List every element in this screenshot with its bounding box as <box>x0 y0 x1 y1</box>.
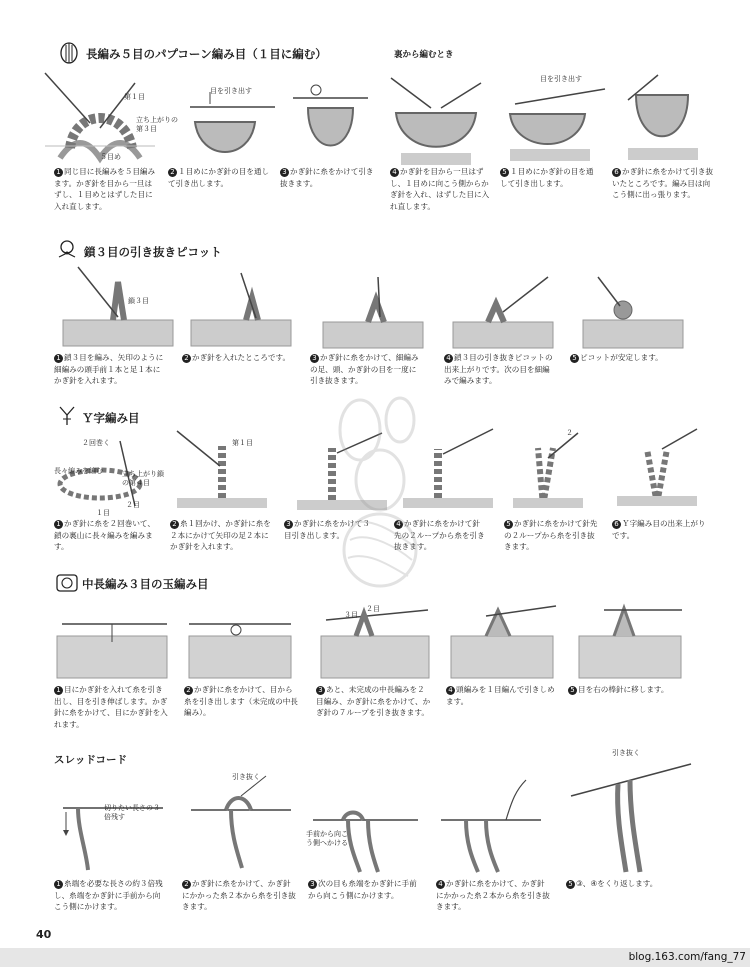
label-fifth: ５目め <box>100 153 121 161</box>
bobble-illustration-4 <box>446 598 558 682</box>
step-text: かぎ針に糸をかけて針先の２ループから糸を引き抜きます。 <box>504 519 598 551</box>
step-number: 4 <box>446 686 455 695</box>
thread-cord-illustration-5 <box>566 746 694 874</box>
subtitle-reverse-side: 裏から編むとき <box>394 50 454 60</box>
popcorn-illustration-3 <box>288 78 378 163</box>
step-number: 2 <box>168 168 177 177</box>
step-number: 3 <box>280 168 289 177</box>
thread-cord-step-4 <box>436 878 552 913</box>
step-number: 2 <box>184 686 193 695</box>
thread-cord-step-3 <box>308 878 424 901</box>
label-pull-loop: 目を引き出す <box>210 87 252 95</box>
thread-cord-step-5 <box>566 878 690 890</box>
label-cut-length: 切りたい長さの３倍残す <box>104 804 160 821</box>
y-stitch-step-1 <box>54 518 160 553</box>
step-number: 3 <box>310 354 319 363</box>
y-stitch-step-2 <box>170 518 276 553</box>
picot-step-2 <box>182 352 294 364</box>
bobble-step-2 <box>184 684 300 719</box>
popcorn-illustration-6 <box>618 70 708 165</box>
step-text: かぎ針に糸をかけて、細編みの足、頭、かぎ針の目を一度に引き抜きます。 <box>310 353 419 385</box>
label-two: ２ <box>566 429 573 437</box>
step-number: 4 <box>444 354 453 363</box>
y-stitch-step-5 <box>504 518 598 553</box>
step-number: 4 <box>390 168 399 177</box>
label-rise: 立ち上がりの第３目 <box>136 116 178 133</box>
y-stitch-illustration-6 <box>612 424 702 514</box>
step-number: 1 <box>54 168 63 177</box>
step-number: 5 <box>570 354 579 363</box>
step-text: かぎ針に糸をかけて３目引き出します。 <box>284 519 370 540</box>
step-number: 3 <box>284 520 293 529</box>
step-text: 鎖３目を編み、矢印のように細編みの頭手前１本と足１本にかぎ針を入れます。 <box>54 353 164 385</box>
label-pull-loop-2: 目を引き出す <box>540 75 582 83</box>
picot-illustration-4 <box>448 272 558 352</box>
section-title-bobble: 中長編み３目の玉編み目 <box>82 577 209 591</box>
step-text: あと、未完成の中長編みを２目編み、かぎ針に糸をかけて、かぎ針の７ループを引き抜きます。 <box>316 685 431 717</box>
step-text: かぎ針に糸をかけて針先の２ループから糸を引き抜きます。 <box>394 519 485 551</box>
picot-illustration-3 <box>318 272 428 352</box>
picot-step-4 <box>444 352 556 387</box>
popcorn-illustration-4 <box>386 68 486 168</box>
label-pull-out-2: 引き抜く <box>612 749 640 757</box>
bobble-illustration-1 <box>52 602 172 682</box>
step-text: Ｙ字編み目の出来上がりです。 <box>612 519 706 540</box>
popcorn-stitch-icon <box>58 42 80 64</box>
step-number: 3 <box>308 880 317 889</box>
step-text: １目めにかぎ針の目を通して引き出します。 <box>168 167 270 188</box>
step-number: 6 <box>612 168 621 177</box>
label-front-to-back: 手前から向こう側へかける <box>306 830 348 847</box>
step-number: 2 <box>182 880 191 889</box>
step-text: 同じ目に長編みを５目編みます。かぎ針を目から一旦はずし、１目めとはずした目に入れ直します。 <box>54 167 156 211</box>
bobble-stitch-icon <box>56 572 78 594</box>
step-text: 頭編みを１目編んで引きしめます。 <box>446 685 555 706</box>
bobble-illustration-2 <box>184 602 296 682</box>
section-title-y-stitch: Ｙ字編み目 <box>82 411 140 425</box>
step-number: 4 <box>394 520 403 529</box>
thread-cord-step-2 <box>182 878 296 913</box>
popcorn-step-3 <box>280 166 376 189</box>
step-text: 糸端を必要な長さの約３倍残し、糸端をかぎ針に手前から向こう側にかけます。 <box>54 879 163 911</box>
label-first: １目 <box>96 509 110 517</box>
step-number: 1 <box>54 686 63 695</box>
thread-cord-step-1 <box>54 878 166 913</box>
bobble-step-1 <box>54 684 170 730</box>
picot-stitch-icon <box>56 238 78 260</box>
thread-cord-illustration-3 <box>308 764 422 874</box>
section-title-popcorn: 長編み５目のパプコーン編み目（１目に編む） <box>86 47 327 61</box>
picot-illustration-5 <box>578 272 688 352</box>
popcorn-step-4 <box>390 166 490 212</box>
section-title-picot: 鎖３目の引き抜きピコット <box>84 245 222 259</box>
label-treble: 長々編みを編む <box>54 467 103 475</box>
label-rise4: 立ち上がり鎖の第４目 <box>122 470 164 487</box>
thread-cord-illustration-4 <box>436 770 546 874</box>
step-number: 1 <box>54 354 63 363</box>
step-text: 次の目も糸端をかぎ針に手前から向こう側にかけます。 <box>308 879 417 900</box>
yarn-watermark-icon <box>300 380 450 590</box>
bobble-step-5 <box>568 684 692 696</box>
label-chain3: 鎖３目 <box>128 297 149 305</box>
popcorn-step-6 <box>612 166 716 201</box>
step-text: かぎ針を目から一旦はずし、１目めに向こう側からかぎ針を入れ、はずした目に入れ直します。 <box>390 167 490 211</box>
y-stitch-step-6 <box>612 518 712 541</box>
step-text: 鎖３目の引き抜きピコットの出来上がりです。次の目を細編みで編みます。 <box>444 353 553 385</box>
step-text: ③、④をくり返します。 <box>576 879 658 888</box>
label-second-bobble: ２目 <box>366 605 380 613</box>
y-stitch-icon <box>56 404 78 426</box>
step-number: 5 <box>568 686 577 695</box>
step-text: ピコットが安定します。 <box>580 353 663 362</box>
step-text: かぎ針に糸をかけて、かぎ針にかかった糸２本から糸を引き抜きます。 <box>182 879 296 911</box>
bobble-step-4 <box>446 684 558 707</box>
step-number: 1 <box>54 880 63 889</box>
step-number: 2 <box>170 520 179 529</box>
blog-link[interactable]: blog.163.com/fang_77 <box>628 951 746 963</box>
step-text: かぎ針に糸をかけて引き抜きます。 <box>280 167 374 188</box>
y-stitch-illustration-5 <box>508 428 588 514</box>
label-wrap2: ２回巻く <box>82 439 110 447</box>
section-title-thread-cord: スレッドコード <box>54 754 127 766</box>
step-text: 目を右の棒針に移します。 <box>578 685 669 694</box>
label-third: ３目 <box>344 611 358 619</box>
step-text: かぎ針に糸をかけて、目から糸を引き出します（未完成の中長編み）。 <box>184 685 298 717</box>
step-text: かぎ針に糸をかけて、かぎ針にかかった糸２本から糸を引き抜きます。 <box>436 879 550 911</box>
popcorn-step-1 <box>54 166 156 212</box>
popcorn-illustration-5 <box>500 74 610 164</box>
step-number: 4 <box>436 880 445 889</box>
picot-step-1 <box>54 352 166 387</box>
popcorn-step-5 <box>500 166 600 189</box>
step-number: 5 <box>504 520 513 529</box>
page-number: 40 <box>36 928 52 941</box>
bobble-step-3 <box>316 684 432 719</box>
step-text: かぎ針に糸をかけて引き抜いたところです。編み目は向こう側に出っ張ります。 <box>612 167 714 199</box>
step-text: 目にかぎ針を入れて糸を引き出し、目を引き伸ばします。かぎ針に糸をかけて、目にかぎ針を入れます。 <box>54 685 168 729</box>
y-stitch-illustration-2 <box>172 426 272 514</box>
step-number: 2 <box>182 354 191 363</box>
step-number: 1 <box>54 520 63 529</box>
step-number: 3 <box>316 686 325 695</box>
step-text: １目めにかぎ針の目を通して引き出します。 <box>500 167 594 188</box>
picot-step-5 <box>570 352 690 364</box>
thread-cord-illustration-1 <box>58 770 170 874</box>
step-number: 5 <box>500 168 509 177</box>
picot-illustration-2 <box>186 268 296 350</box>
label-second: ２目 <box>126 501 140 509</box>
step-text: 糸１回かけ、かぎ針に糸を２本にかけて矢印の足２本にかぎ針を入れます。 <box>170 519 271 551</box>
popcorn-step-2 <box>168 166 270 189</box>
picot-illustration-1 <box>58 262 178 352</box>
label-first-stitch: 第１目 <box>124 93 145 101</box>
step-text: かぎ針に糸を２回巻いて、鎖の裏山に長々編みを編みます。 <box>54 519 155 551</box>
step-number: 6 <box>612 520 621 529</box>
label-first-b: 第１目 <box>232 439 253 447</box>
step-number: 5 <box>566 880 575 889</box>
label-pull-out: 引き抜く <box>232 773 260 781</box>
step-text: かぎ針を入れたところです。 <box>192 353 291 362</box>
bobble-illustration-5 <box>574 600 686 682</box>
